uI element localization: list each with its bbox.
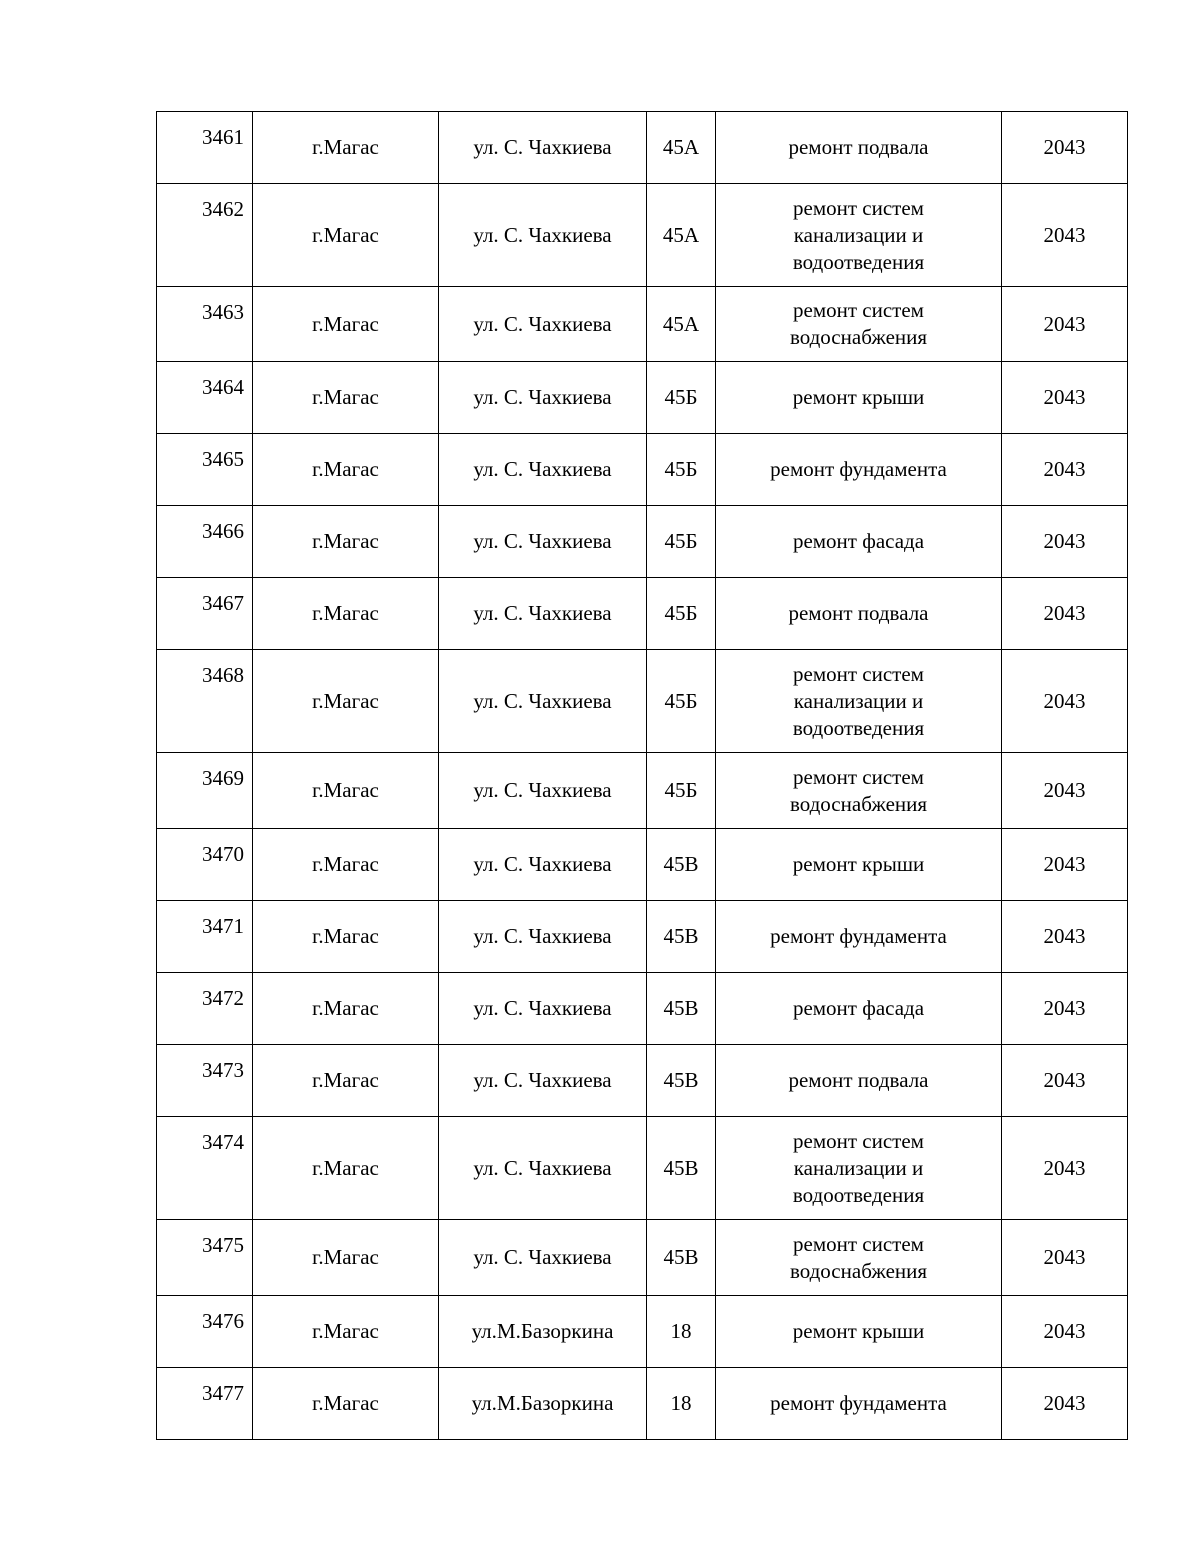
row-number-cell: 3461 <box>157 112 253 184</box>
work-type-cell <box>716 578 1002 650</box>
house-number-cell: 45В <box>647 973 716 1045</box>
house-number-cell: 18 <box>647 1296 716 1368</box>
street-cell: ул.М.Базоркина <box>439 1296 647 1368</box>
city-cell: г.Магас <box>253 506 439 578</box>
row-number-cell: 3477 <box>157 1368 253 1440</box>
street-cell: ул. С. Чахкиева <box>439 650 647 753</box>
street-cell: ул. С. Чахкиева <box>439 362 647 434</box>
year-cell: 2043 <box>1002 184 1128 287</box>
city-cell: г.Магас <box>253 112 439 184</box>
year-cell: 2043 <box>1002 1045 1128 1117</box>
house-number-cell: 45А <box>647 184 716 287</box>
house-number-cell: 45Б <box>647 362 716 434</box>
work-type-cell <box>716 184 1002 287</box>
year-cell: 2043 <box>1002 753 1128 829</box>
city-cell: г.Магас <box>253 434 439 506</box>
work-type-line: водоснабжения <box>789 1258 928 1283</box>
year-cell: 2043 <box>1002 578 1128 650</box>
house-number-cell: 45Б <box>647 434 716 506</box>
city-cell: г.Магас <box>253 1220 439 1296</box>
city-cell: г.Магас <box>253 1045 439 1117</box>
table-row <box>157 287 1128 362</box>
row-number-cell: 3474 <box>157 1117 253 1220</box>
work-type-cell <box>716 362 1002 434</box>
row-number-cell: 3468 <box>157 650 253 753</box>
house-number-cell: 45Б <box>647 753 716 829</box>
work-type-cell <box>716 506 1002 578</box>
city-cell: г.Магас <box>253 1368 439 1440</box>
table-row <box>157 1296 1128 1368</box>
table-row <box>157 362 1128 434</box>
table-row <box>157 973 1128 1045</box>
row-number-cell: 3475 <box>157 1220 253 1296</box>
year-cell: 2043 <box>1002 901 1128 973</box>
table-row <box>157 506 1128 578</box>
city-cell: г.Магас <box>253 1117 439 1220</box>
street-cell: ул. С. Чахкиева <box>439 829 647 901</box>
year-cell: 2043 <box>1002 1368 1128 1440</box>
table-row <box>157 650 1128 753</box>
house-number-cell: 45А <box>647 112 716 184</box>
year-cell: 2043 <box>1002 362 1128 434</box>
table-row <box>157 112 1128 184</box>
street-cell: ул. С. Чахкиева <box>439 434 647 506</box>
year-cell: 2043 <box>1002 112 1128 184</box>
work-type-line: водоотведения <box>792 1182 925 1207</box>
table-row <box>157 829 1128 901</box>
street-cell: ул. С. Чахкиева <box>439 753 647 829</box>
house-number-cell: 45В <box>647 829 716 901</box>
row-number-cell: 3464 <box>157 362 253 434</box>
work-type-line: ремонт систем <box>793 764 924 789</box>
work-type-line: ремонт фундамента <box>770 457 947 481</box>
row-number-cell: 3462 <box>157 184 253 287</box>
work-type-cell <box>716 1296 1002 1368</box>
work-type-cell <box>716 829 1002 901</box>
street-cell: ул. С. Чахкиева <box>439 112 647 184</box>
street-cell: ул. С. Чахкиева <box>439 287 647 362</box>
work-type-line: водоотведения <box>792 249 925 274</box>
row-number-cell: 3471 <box>157 901 253 973</box>
city-cell: г.Магас <box>253 578 439 650</box>
street-cell: ул. С. Чахкиева <box>439 901 647 973</box>
house-number-cell: 45В <box>647 1045 716 1117</box>
table-row <box>157 434 1128 506</box>
table-row <box>157 901 1128 973</box>
work-type-cell <box>716 112 1002 184</box>
year-cell: 2043 <box>1002 1220 1128 1296</box>
work-type-line: ремонт фундамента <box>770 1391 947 1415</box>
city-cell: г.Магас <box>253 184 439 287</box>
row-number-cell: 3466 <box>157 506 253 578</box>
row-number-cell: 3463 <box>157 287 253 362</box>
work-type-line: ремонт подвала <box>788 1068 929 1092</box>
house-number-cell: 45Б <box>647 506 716 578</box>
city-cell: г.Магас <box>253 901 439 973</box>
row-number-cell: 3473 <box>157 1045 253 1117</box>
table-row <box>157 184 1128 287</box>
city-cell: г.Магас <box>253 829 439 901</box>
work-type-line: ремонт фундамента <box>770 924 947 948</box>
street-cell: ул. С. Чахкиева <box>439 1220 647 1296</box>
work-type-cell <box>716 650 1002 753</box>
row-number-cell: 3476 <box>157 1296 253 1368</box>
work-type-line: ремонт крыши <box>792 1319 925 1343</box>
street-cell: ул. С. Чахкиева <box>439 1045 647 1117</box>
work-type-cell <box>716 287 1002 362</box>
work-type-cell <box>716 1220 1002 1296</box>
work-type-cell <box>716 1045 1002 1117</box>
table-body <box>157 112 1128 1440</box>
year-cell: 2043 <box>1002 829 1128 901</box>
city-cell: г.Магас <box>253 362 439 434</box>
table-row <box>157 578 1128 650</box>
city-cell: г.Магас <box>253 753 439 829</box>
row-number-cell: 3472 <box>157 973 253 1045</box>
year-cell: 2043 <box>1002 506 1128 578</box>
table-row <box>157 1220 1128 1296</box>
work-type-line: ремонт крыши <box>792 385 925 409</box>
work-type-line: канализации и <box>793 222 924 247</box>
city-cell: г.Магас <box>253 287 439 362</box>
work-type-line: канализации и <box>793 1155 924 1180</box>
table-row <box>157 1117 1128 1220</box>
work-type-cell <box>716 434 1002 506</box>
work-type-cell <box>716 973 1002 1045</box>
table-row <box>157 1045 1128 1117</box>
house-number-cell: 45В <box>647 1220 716 1296</box>
house-number-cell: 45В <box>647 901 716 973</box>
year-cell: 2043 <box>1002 434 1128 506</box>
work-type-line: ремонт систем <box>793 1231 924 1256</box>
street-cell: ул. С. Чахкиева <box>439 973 647 1045</box>
year-cell: 2043 <box>1002 1117 1128 1220</box>
row-number-cell: 3465 <box>157 434 253 506</box>
city-cell: г.Магас <box>253 650 439 753</box>
house-number-cell: 18 <box>647 1368 716 1440</box>
street-cell: ул.М.Базоркина <box>439 1368 647 1440</box>
work-type-line: ремонт систем <box>793 298 924 322</box>
work-type-line: ремонт систем <box>793 1128 924 1153</box>
work-type-cell <box>716 753 1002 829</box>
year-cell: 2043 <box>1002 650 1128 753</box>
year-cell: 2043 <box>1002 1296 1128 1368</box>
row-number-cell: 3467 <box>157 578 253 650</box>
year-cell: 2043 <box>1002 973 1128 1045</box>
work-type-line: ремонт фасада <box>792 529 925 553</box>
work-type-line: ремонт подвала <box>788 601 929 625</box>
table-row <box>157 753 1128 829</box>
work-type-line: водоотведения <box>792 715 925 740</box>
work-type-line: ремонт систем <box>793 661 924 686</box>
house-number-cell: 45А <box>647 287 716 362</box>
house-number-cell: 45Б <box>647 650 716 753</box>
repair-schedule-table <box>156 111 1128 1440</box>
row-number-cell: 3469 <box>157 753 253 829</box>
work-type-cell <box>716 1368 1002 1440</box>
work-type-line: ремонт систем <box>793 195 924 220</box>
city-cell: г.Магас <box>253 973 439 1045</box>
row-number-cell: 3470 <box>157 829 253 901</box>
work-type-line: ремонт подвала <box>788 135 929 159</box>
house-number-cell: 45В <box>647 1117 716 1220</box>
work-type-line: ремонт крыши <box>792 852 925 876</box>
work-type-cell <box>716 901 1002 973</box>
house-number-cell: 45Б <box>647 578 716 650</box>
work-type-line: ремонт фасада <box>792 996 925 1020</box>
work-type-line: канализации и <box>793 688 924 713</box>
street-cell: ул. С. Чахкиева <box>439 1117 647 1220</box>
work-type-line: водоснабжения <box>789 791 928 816</box>
work-type-line: водоснабжения <box>789 325 928 349</box>
year-cell: 2043 <box>1002 287 1128 362</box>
city-cell: г.Магас <box>253 1296 439 1368</box>
work-type-cell <box>716 1117 1002 1220</box>
street-cell: ул. С. Чахкиева <box>439 506 647 578</box>
street-cell: ул. С. Чахкиева <box>439 184 647 287</box>
street-cell: ул. С. Чахкиева <box>439 578 647 650</box>
table-row <box>157 1368 1128 1440</box>
